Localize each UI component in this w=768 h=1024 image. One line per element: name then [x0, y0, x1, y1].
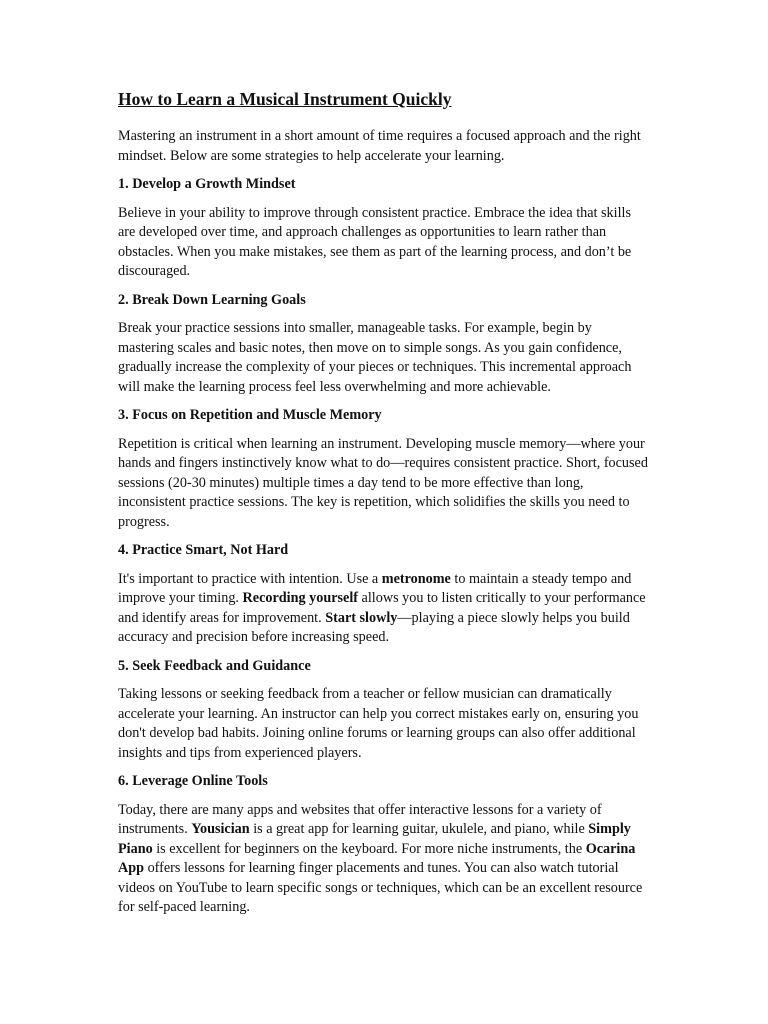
- text-run: Believe in your ability to improve through consistent practice. Embrace the idea that skills are developed over time, and approach challenges as opportunities to learn rather than obstacles. When you make mistakes, see them as part of the learning process, and don’t be discouraged.: [118, 204, 632, 279]
- text-run: —playing a piece slowly helps you build accuracy and precision before increasing speed.: [118, 609, 630, 645]
- bold-term: Start slowly: [325, 609, 398, 626]
- text-run: is a great app for learning guitar, ukulele, and piano, while: [249, 821, 589, 837]
- bold-term: Recording yourself: [242, 590, 358, 606]
- bold-term: Yousician: [191, 821, 250, 837]
- section-paragraph: [118, 435, 648, 533]
- sections-container: [118, 175, 648, 918]
- section-paragraph: [118, 685, 648, 763]
- section-heading: 5. Seek Feedback and Guidance: [118, 657, 311, 674]
- section-paragraph: [118, 319, 648, 397]
- text-run: allows you to listen critically to your performance and identify areas for improvement.: [118, 590, 646, 626]
- text-run: offers lessons for learning finger placements and tunes. You can also watch tutorial videos on YouTube to learn specific songs or techniques, which can be an excellent resource for self-paced learning.: [118, 860, 643, 915]
- text-run: Today, there are many apps and websites that offer interactive lessons for a variety of instruments.: [118, 801, 602, 837]
- text-run: to maintain a steady tempo and improve your timing.: [118, 570, 632, 606]
- bold-term: Simply Piano: [118, 821, 631, 857]
- text-run: Repetition is critical when learning an instrument. Developing muscle memory—where your hands and fingers instinctively know what to do—requires consistent practice. Short, focused sessions (20-30 minutes) multiple times a day tend to be more effective than long, inconsistent practice sessions. The key is repetition, which solidifies the skills you need to progress.: [118, 435, 648, 530]
- intro-paragraph: Mastering an instrument in a short amount of time requires a focused approach and the right mindset. Below are some strategies to help accelerate your learning.: [118, 128, 641, 164]
- bold-term: Ocarina App: [118, 840, 636, 876]
- section-heading: 1. Develop a Growth Mindset: [118, 176, 296, 192]
- text-run: Taking lessons or seeking feedback from a teacher or fellow musician can dramatically accelerate your learning. An instructor can help you correct mistakes early on, ensuring you don't develop bad habits. Joining online forums or learning groups can also offer additional insights and tips from experienced players.: [118, 686, 639, 761]
- text-run: is excellent for beginners on the keyboard. For more niche instruments, the: [152, 840, 586, 857]
- text-run: It's important to practice with intention. Use a: [118, 570, 382, 587]
- section-paragraph: [118, 570, 648, 648]
- document-title: How to Learn a Musical Instrument Quickly: [118, 89, 452, 109]
- section-paragraph: [118, 204, 648, 282]
- text-run: Break your practice sessions into smaller, manageable tasks. For example, begin by mastering scales and basic notes, then move on to simple songs. As you gain confidence, gradually increase the complexity of your pieces or techniques. This incremental approach will make the learning process feel less overwhelming and more achievable.: [118, 320, 632, 395]
- document-page: [118, 88, 648, 927]
- section-paragraph: [118, 801, 648, 918]
- section-heading: 2. Break Down Learning Goals: [118, 291, 306, 308]
- bold-term: metronome: [381, 570, 451, 587]
- section-heading: 3. Focus on Repetition and Muscle Memory: [118, 407, 382, 423]
- section-heading: 6. Leverage Online Tools: [118, 773, 268, 789]
- section-heading: 4. Practice Smart, Not Hard: [118, 542, 289, 558]
